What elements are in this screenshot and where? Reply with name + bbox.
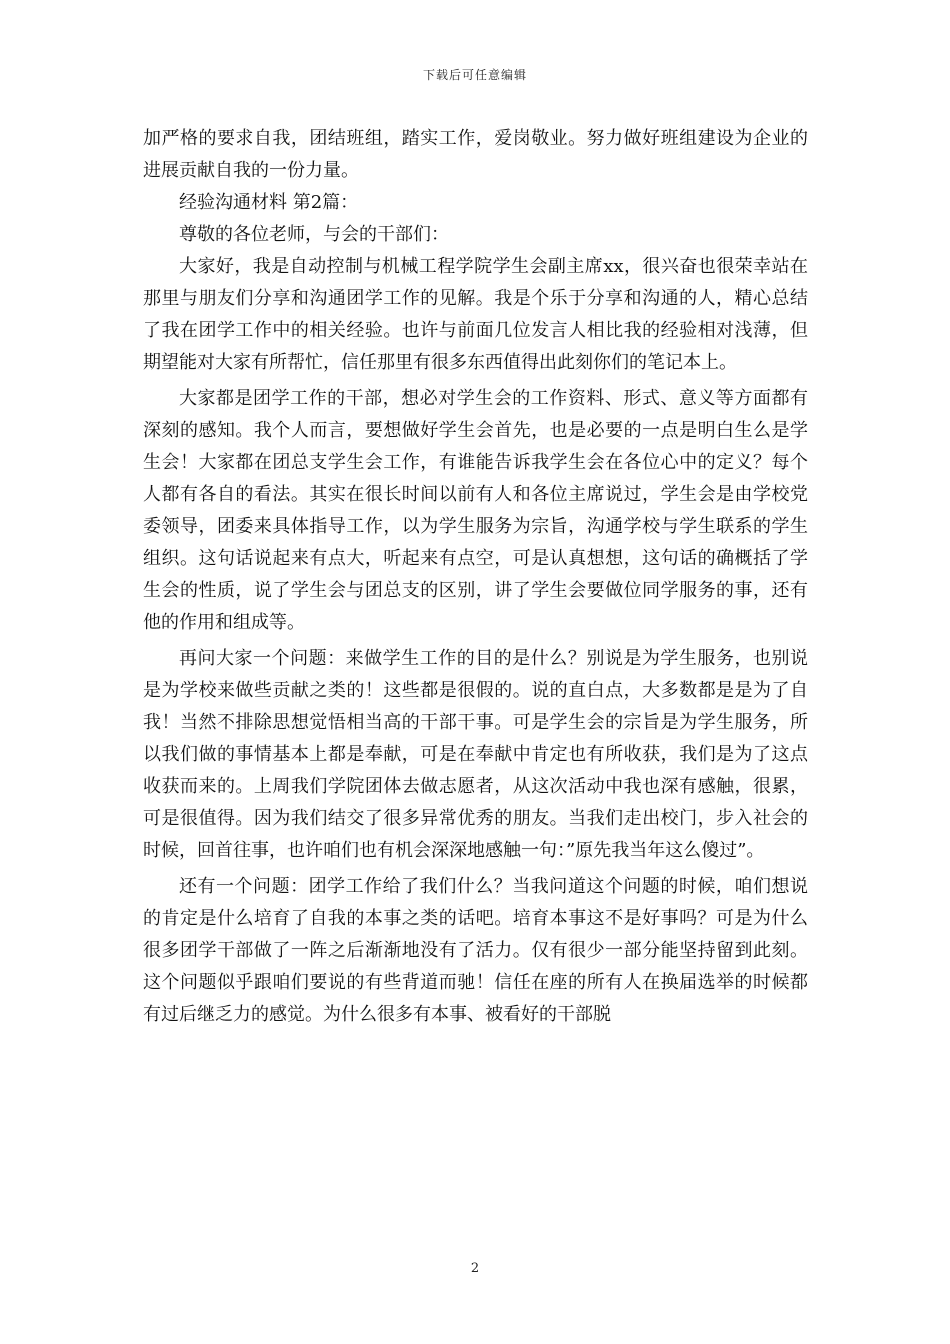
- document-body: [143, 123, 808, 1031]
- salutation: 尊敬的各位老师，与会的干部们：: [179, 224, 449, 245]
- section-heading: 经验沟通材料 第2篇：: [179, 192, 359, 213]
- paragraph: 大家好，我是自动控制与机械工程学院学生会副主席xx，很兴奋也很荣幸站在那里与朋友们分享和沟通团学工作的见解。我是个乐于分享和沟通的人，精心总结了我在团学工作中的相关经验。也许与前面几位发言人相比我的经验相对浅薄，但期望能对大家有所帮忙，信任那里有很多东西值得出此刻你们的笔记本上。: [143, 256, 808, 373]
- paragraph-continued: 加严格的要求自我，团结班组，踏实工作，爱岗敬业。努力做好班组建设为企业的进展贡献自我的一份力量。: [143, 128, 808, 181]
- page-header: 下载后可任意编辑: [422, 68, 527, 82]
- paragraph: 再问大家一个问题：来做学生工作的目的是什么？别说是为学生服务，也别说是为学校来做些贡献之类的！这些都是很假的。说的直白点，大多数都是是为了自我！当然不排除思想觉悟相当高的干部干事。可是学生会的宗旨是为学生服务，所以我们做的事情基本上都是奉献，可是在奉献中肯定也有所收获，我们是为了这点收获而来的。上周我们学院团体去做志愿者，从这次活动中我也深有感触，很累，可是很值得。因为我们结交了很多异常优秀的朋友。当我们走出校门，步入社会的时候，回首往事，也许咱们也有机会深深地感触一句：”原先我当年这么傻过”。: [143, 648, 808, 861]
- page-number: 2: [470, 1261, 480, 1276]
- paragraph: 还有一个问题：团学工作给了我们什么？当我问道这个问题的时候，咱们想说的肯定是什么培育了自我的本事之类的话吧。培育本事这不是好事吗？可是为什么很多团学干部做了一阵之后渐渐地没有了活力。仅有很少一部分能坚持留到此刻。这个问题似乎跟咱们要说的有些背道而驰！信任在座的所有人在换届选举的时候都有过后继乏力的感觉。为什么很多有本事、被看好的干部脱: [143, 876, 808, 1025]
- paragraph: 大家都是团学工作的干部，想必对学生会的工作资料、形式、意义等方面都有深刻的感知。我个人而言，要想做好学生会首先，也是必要的一点是明白生么是学生会！大家都在团总支学生会工作，有谁能告诉我学生会在各位心中的定义？每个人都有各自的看法。其实在很长时间以前有人和各位主席说过，学生会是由学校党委领导，团委来具体指导工作，以为学生服务为宗旨，沟通学校与学生联系的学生组织。这句话说起来有点大，听起来有点空，可是认真想想，这句话的确概括了学生会的性质，说了学生会与团总支的区别，讲了学生会要做位同学服务的事，还有他的作用和组成等。: [143, 388, 808, 633]
